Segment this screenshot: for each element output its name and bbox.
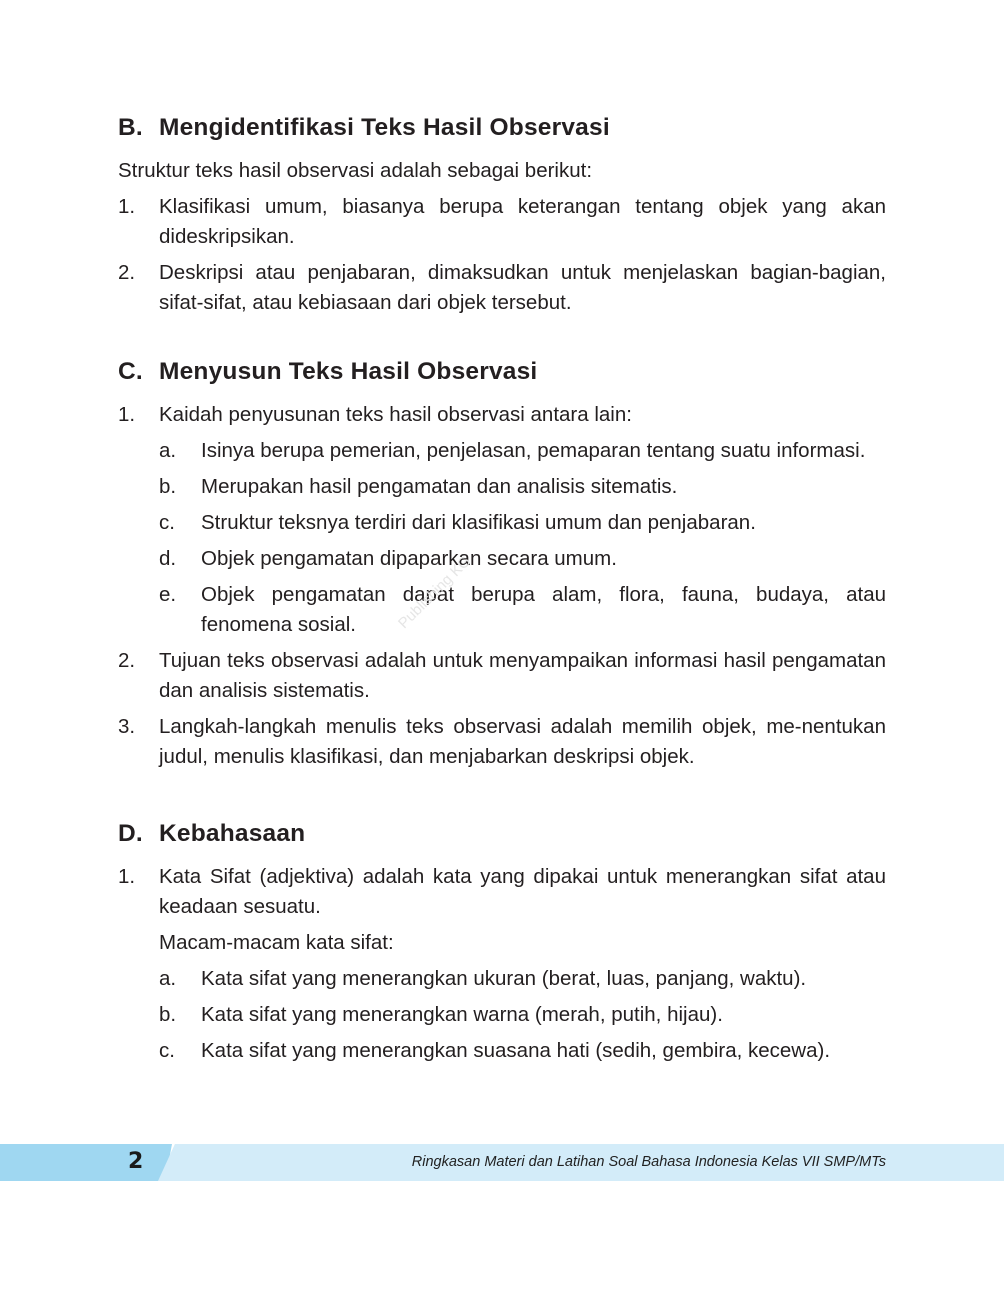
sub-list-item xyxy=(159,472,886,502)
list-text: Klasifikasi umum, biasanya berupa keterangan tentang objek yang akan dideskripsikan. xyxy=(159,195,886,248)
sub-list-item xyxy=(159,544,886,574)
list-item xyxy=(118,258,886,318)
list-number: 1. xyxy=(118,403,136,426)
section-b xyxy=(118,110,886,318)
list-number: 1. xyxy=(118,865,136,888)
sub-text: Struktur teksnya terdiri dari klasifikasi umum dan penjabaran. xyxy=(201,511,756,534)
section-heading xyxy=(118,354,886,390)
section-heading xyxy=(118,816,886,852)
page-content xyxy=(118,110,886,1072)
section-title: Mengidentifikasi Teks Hasil Observasi xyxy=(159,114,610,141)
list-text: Kaidah penyusunan teks hasil observasi antara lain: xyxy=(159,403,632,426)
section-heading xyxy=(118,110,886,146)
sub-list-item xyxy=(159,1036,886,1066)
list-number: 1. xyxy=(118,195,136,218)
sub-letter: c. xyxy=(159,1039,175,1062)
list-item xyxy=(118,862,886,1066)
sub-letter: c. xyxy=(159,511,175,534)
sub-text: Objek pengamatan dapat berupa alam, flora, fauna, budaya, atau fenomena sosial. xyxy=(201,583,886,636)
section-c xyxy=(118,354,886,772)
sub-letter: d. xyxy=(159,547,177,570)
list-text: Kata Sifat (adjektiva) adalah kata yang dipakai untuk menerangkan sifat atau keadaan sesuatu. xyxy=(159,865,886,918)
running-title: Ringkasan Materi dan Latihan Soal Bahasa Indonesia Kelas VII SMP/MTs xyxy=(411,1154,886,1170)
section-letter: B. xyxy=(118,114,143,141)
sub-letter: b. xyxy=(159,1003,177,1026)
list-item xyxy=(118,400,886,640)
sub-text: Kata sifat yang menerangkan ukuran (berat, luas, panjang, waktu). xyxy=(201,967,807,990)
watermark: Publishing KG xyxy=(395,552,475,633)
list-text: Tujuan teks observasi adalah untuk menyampaikan informasi hasil pengamatan dan analisis sistematis. xyxy=(159,649,886,702)
list-item xyxy=(118,712,886,772)
sub-list-item xyxy=(159,436,886,466)
sub-text: Kata sifat yang menerangkan warna (merah, putih, hijau). xyxy=(201,1003,723,1026)
page-number: 2 xyxy=(128,1149,144,1174)
sub-text: Objek pengamatan dipaparkan secara umum. xyxy=(201,547,617,570)
list-number: 3. xyxy=(118,715,136,738)
section-intro: Struktur teks hasil observasi adalah sebagai berikut: xyxy=(118,159,593,182)
sub-letter: e. xyxy=(159,583,177,606)
list-text: Langkah-langkah menulis teks observasi adalah memilih objek, me-nentukan judul, menulis klasifikasi, dan menjabarkan deskripsi objek. xyxy=(159,715,886,768)
list-item xyxy=(118,646,886,706)
list-note: Macam-macam kata sifat: xyxy=(159,931,394,954)
sub-letter: a. xyxy=(159,967,177,990)
sub-list-item xyxy=(159,964,886,994)
sub-letter: b. xyxy=(159,475,177,498)
list-number: 2. xyxy=(118,649,136,672)
sub-text: Kata sifat yang menerangkan suasana hati (sedih, gembira, kecewa). xyxy=(201,1039,831,1062)
section-title: Menyusun Teks Hasil Observasi xyxy=(159,358,538,385)
sub-text: Merupakan hasil pengamatan dan analisis sitematis. xyxy=(201,475,678,498)
section-title: Kebahasaan xyxy=(159,820,306,847)
section-letter: D. xyxy=(118,820,143,847)
sub-list-item xyxy=(159,1000,886,1030)
list-text: Deskripsi atau penjabaran, dimaksudkan untuk menjelaskan bagian-bagian, sifat-sifat, atau kebiasaan dari objek tersebut. xyxy=(159,261,886,314)
footer-band-left xyxy=(0,1144,172,1181)
sub-list-item xyxy=(159,508,886,538)
section-letter: C. xyxy=(118,358,143,385)
sub-text: Isinya berupa pemerian, penjelasan, pemaparan tentang suatu informasi. xyxy=(201,439,866,462)
section-d xyxy=(118,816,886,1066)
list-number: 2. xyxy=(118,261,136,284)
page-footer xyxy=(0,1144,1004,1181)
sub-list-item xyxy=(159,580,886,640)
list-item xyxy=(118,192,886,252)
sub-letter: a. xyxy=(159,439,177,462)
